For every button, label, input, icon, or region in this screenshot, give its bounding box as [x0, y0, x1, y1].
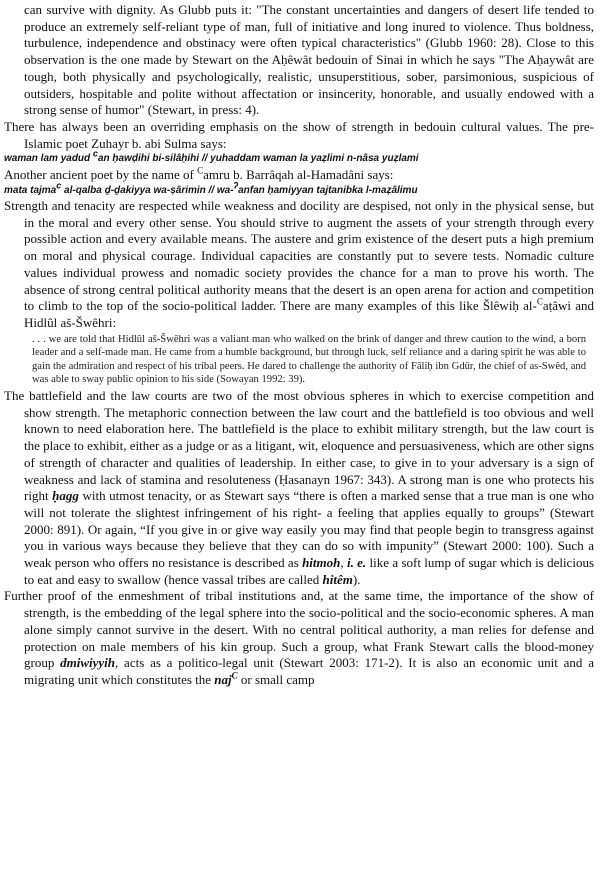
paragraph-text: Another ancient poet by the name of: [4, 166, 198, 182]
term-naj: naj: [214, 671, 232, 687]
paragraph-text: ,: [340, 555, 347, 571]
superscript-ayn: c: [56, 180, 62, 191]
term-dmiwiyyih: dmiwiyyih: [60, 655, 116, 671]
poem-verse-amru: [4, 180, 594, 198]
superscript-ayn: C: [231, 670, 238, 681]
term-ie: i. e.: [346, 555, 367, 571]
superscript-ayn: c: [92, 149, 98, 159]
poem-verse-zuhayr: [4, 149, 594, 166]
paragraph-text: , acts as a politico-legal unit (Stewart 2003: 171-2). It is also an economic unit and a migrating unit which constitutes the: [24, 655, 594, 687]
paragraph-show-of-strength: [4, 119, 594, 152]
paragraph-text: The battlefield and the law courts are two of the most obvious spheres in which to exercise competition and show strength. The metaphoric connection between the law court and the battlefield is too obvious and well known to need elaboration here. The battlefield is the place to exhibit military strength, but the law court is the place to exhibit, either as a judge or as a litigant, wit, eloquence and persuasiveness, which are other signs of strength of character and qualities of leadership. In either case, to give in to your adversary is a sign of weakness and lack of stamina and resoluteness (Ḥasanayn 1967: 343). A strong man is one who protects his right: [4, 388, 595, 504]
quote-text: . . . we are told that Hidlûl aš-Šwêhri was a valiant man who walked on the brink of danger and threw caution to the wind, a born leader and a self-made man. He came from a humble background, but through luck, self reliance and a daring spirit he was able to gain the admiration and respect of his tribal peers. He dared to challenge the authority of Fâliḥ ibn Gdûr, the chief of as-Swêd, and was able to sway public opinion to his side (Sowayan 1992: 39).: [32, 333, 586, 386]
paragraph-text: can survive with dignity. As Glubb puts it: "The constant uncertainties and dangers of desert life tended to produce an extremely self-reliant type of man, full of initiative and long inured to violence. Thus boldness, turbulence, independence and obstinacy were often typical characteristics" (Glubb 1960: 28). Close to this observation is the one made by Stewart on the Aḥêwât bedouin of Sinai in which he says "The Aḥaywât are tough, both physically and psychologically, realistic, unsuperstitious, sober, parsimonious, suspicious of outsiders, hospitable and polite without affectation or insincerity, honorable, and usually endowed with a strong sense of humor" (Stewart, in press: 4).: [24, 2, 594, 118]
verse-text: an ḥawḍihi bi-silâḥihi // yuhaddam waman la yaẓlimi n-nâsa yuẓlami: [97, 153, 419, 165]
document-page: [4, 2, 594, 689]
verse-text: waman lam yadud: [4, 153, 93, 165]
term-hitmoh: hitmoh: [302, 555, 341, 571]
paragraph-strength-tenacity: [4, 198, 594, 332]
paragraph-text: with utmost tenacity, or as Stewart says “there is often a marked sense that a true man is one who will not tolerate the slightest infringement of his right- a feeling that applies equally to groups” (Stewart 2000: 891). Or again, “If you give in or give way easily you may find that people begin to transgress against you in various ways because they believe that they can do so with impunity” (Stewart 2000: 100). Such a weak person who offers no resistance is described as: [24, 488, 594, 571]
verse-text: al-qalba ḏ-ḏakiyya wa-ṣârimin // wa-: [61, 184, 234, 196]
verse-text: anfan ḥamiyyan tajtanibka l-maẓâlimu: [238, 184, 418, 196]
paragraph-text: or small camp: [237, 671, 315, 687]
paragraph-text: There has always been an overriding emphasis on the show of strength in bedouin cultural values. The pre-Islamic poet Zuhayr b. abi Sulma says:: [4, 118, 594, 151]
superscript-ayn: C: [197, 165, 204, 176]
term-hitem: hitêm: [322, 571, 353, 587]
paragraph-text: Further proof of the enmeshment of tribal institutions and, at the same time, the importance of the show of strength, is the embedding of the legal sphere into the socio-political and the socio-economic spheres. A man alone simply cannot survive in the desert. With no central political authority, a man relies for defense and protection on male members of his kin group. Such a group, what Frank Stewart calls the blood-money group: [4, 588, 594, 671]
term-hagg: ḥagg: [52, 488, 79, 504]
paragraph-text: Strength and tenacity are respected while weakness and docility are despised, not only in the physical sense, but in the moral and every other sense. You should strive to augment the assets of your strength through every possible action and every available means. The austere and grim existence of the desert puts a high premium on moral and physical courage. Individual capacities are constantly put to severe tests. Nomadic culture values individual prowess and nomadic society provides the chance for a man to prove his worth. The absence of strong central political authority means that the desert is an open arena for action and competition to climb to the top of the socio-political ladder. There are many examples of this like Šlêwiḥ al-: [4, 198, 594, 314]
block-quote-sowayan: [32, 333, 586, 387]
paragraph-text: like a soft lump of sugar which is delicious to eat and easy to swallow (hence vassal tribes are called: [24, 555, 594, 587]
paragraph-amru: [4, 167, 594, 184]
paragraph-text: amru b. Barrâqah al-Hamadâni says:: [203, 166, 394, 182]
verse-text: mata tajma: [4, 184, 57, 196]
paragraph-enmeshment: [4, 588, 594, 688]
paragraph-continuation: [4, 2, 594, 119]
paragraph-text: ).: [352, 571, 361, 587]
paragraph-text: aṭâwi and Hidlûl aš-Šwêhri:: [24, 298, 595, 330]
paragraph-battlefield: [4, 388, 594, 588]
superscript-hamza: ʔ: [233, 180, 239, 191]
superscript-ayn: C: [536, 296, 543, 307]
